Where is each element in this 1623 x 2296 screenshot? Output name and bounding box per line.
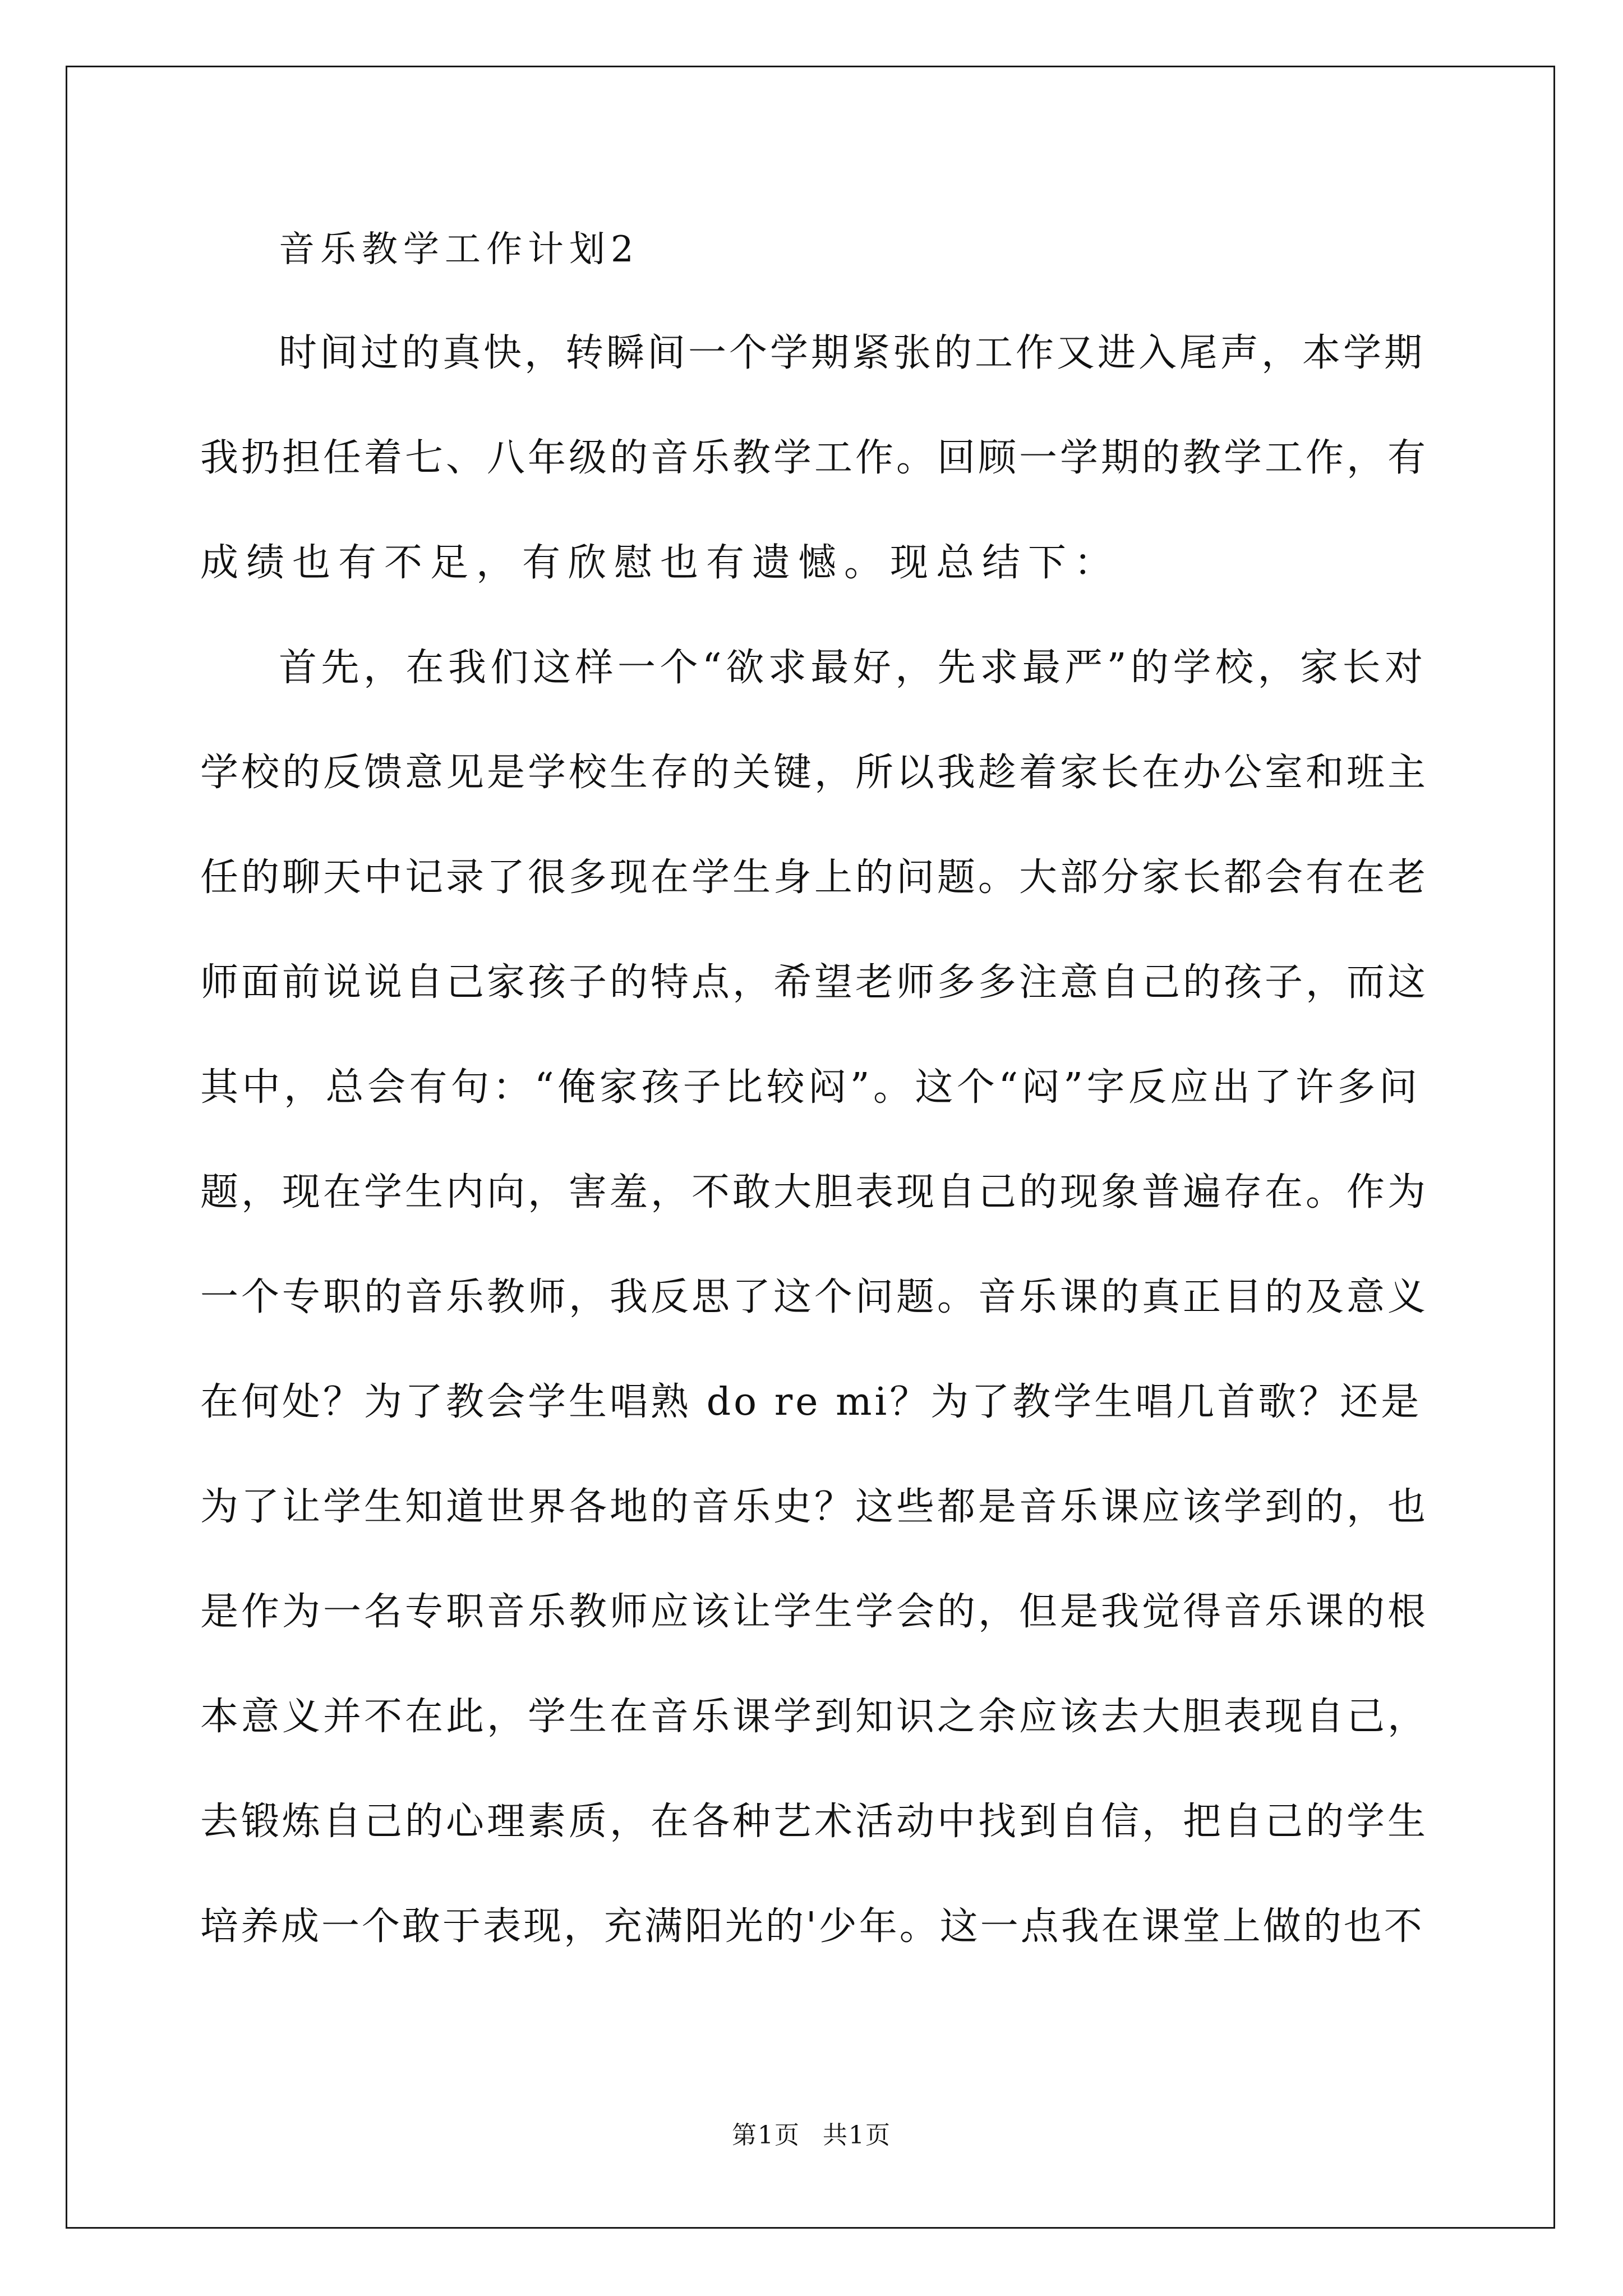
paragraph-line: 本意义并不在此，学生在音乐课学到知识之余应该去大胆表现自己，: [200, 1695, 1429, 1739]
paragraph-line: 任的聊天中记录了很多现在学生身上的问题。大部分家长都会有在老: [200, 855, 1429, 900]
paragraph-line: 去锻炼自己的心理素质，在各种艺术活动中找到自信，把自己的学生: [200, 1800, 1429, 1844]
document-title: 音乐教学工作计划2: [279, 229, 639, 270]
page-number-current: 第1页: [732, 2121, 800, 2150]
paragraph-line: 成绩也有不足，有欣慰也有遗憾。现总结下：: [200, 541, 1121, 585]
paragraph-line: 学校的反馈意见是学校生存的关键，所以我趁着家长在办公室和班主: [200, 751, 1429, 795]
paragraph-line: 是作为一名专职音乐教师应该让学生学会的，但是我觉得音乐课的根: [200, 1590, 1429, 1634]
paragraph-line: 培养成一个敢于表现，充满阳光的'少年。这一点我在课堂上做的也不: [200, 1904, 1424, 1949]
page-number-total: 共1页: [823, 2121, 891, 2150]
paragraph-line: 题，现在学生内向，害羞，不敢大胆表现自己的现象普遍存在。作为: [200, 1170, 1429, 1214]
page-footer: [0, 2115, 1623, 2151]
paragraph-line: 我扔担任着七、八年级的音乐教学工作。回顾一学期的教学工作，有: [200, 436, 1429, 480]
paragraph-line: 其中，总会有句：“俺家孩子比较闷”。这个“闷”字反应出了许多问: [200, 1065, 1421, 1110]
paragraph-line: 时间过的真快，转瞬间一个学期紧张的工作又进入尾声，本学期: [279, 331, 1426, 375]
paragraph-line: 在何处？为了教会学生唱熟 do re mi？为了教学生唱几首歌？还是: [200, 1380, 1422, 1424]
paragraph-line: 首先，在我们这样一个“欲求最好，先求最严”的学校，家长对: [279, 646, 1427, 690]
paragraph-line: 一个专职的音乐教师，我反思了这个问题。音乐课的真正目的及意义: [200, 1275, 1429, 1319]
paragraph-line: 为了让学生知道世界各地的音乐史？这些都是音乐课应该学到的，也: [200, 1485, 1429, 1529]
paragraph-line: 师面前说说自己家孩子的特点，希望老师多多注意自己的孩子，而这: [200, 960, 1429, 1005]
